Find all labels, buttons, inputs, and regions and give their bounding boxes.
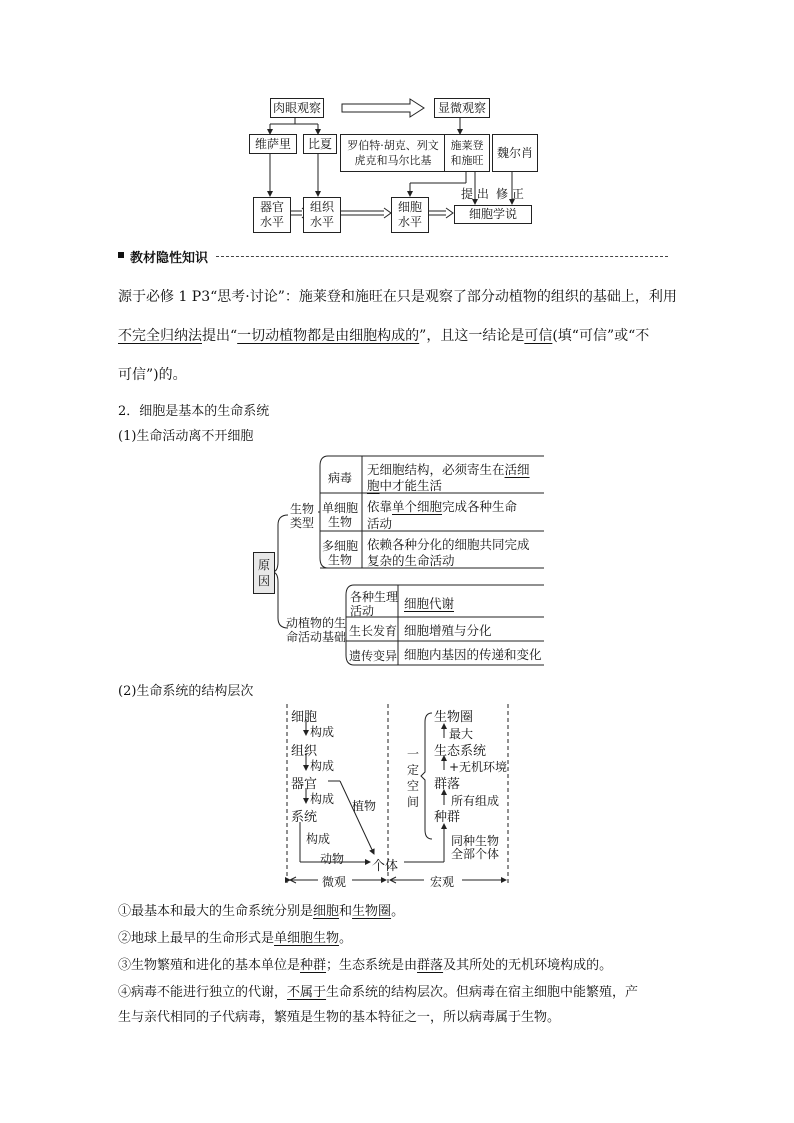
constitute-label-1: 构成 [310, 725, 335, 739]
same-species-label: 同种生物 [451, 834, 500, 848]
bichat-box: 比夏 [303, 134, 337, 154]
bio-type-label: 生物 [290, 502, 315, 516]
naked-eye-box: 肉眼观察 [270, 98, 324, 118]
point-1: ①最基本和最大的生命系统分别是细胞和生物圈。 [118, 904, 405, 919]
level-tissue: 组织 [291, 744, 318, 759]
multi-desc-2: 复杂的生命活动 [367, 553, 455, 568]
hooke-box: 罗伯特·胡克、列文 虎克和马尔比基 [340, 134, 446, 172]
multicellular-label-2: 生物 [328, 553, 353, 567]
physiology-label: 各种生理 [350, 590, 399, 604]
physiology-desc: 细胞代谢 [404, 596, 455, 611]
growth-desc: 细胞增殖与分化 [404, 623, 492, 638]
level-ecosystem: 生态系统 [434, 744, 487, 759]
same-species-label-2: 全部个体 [451, 847, 500, 861]
multi-desc-1: 依赖各种分化的细胞共同完成 [367, 537, 530, 552]
basis-label-2: 命活动基础 [286, 630, 347, 644]
hidden-line-1: 源于必修 1 P3“思考·讨论”：施莱登和施旺在只是观察了部分动植物的组织的基础上，利用 [118, 289, 677, 305]
hidden-line-2: 不完全归纳法提出“一切动植物都是由细胞构成的”，且这一结论是可信(填“可信”或“不 [118, 328, 650, 344]
plant-label: 植物 [352, 799, 377, 813]
subheading-2: (2)生命系统的结构层次 [118, 684, 254, 699]
cell-level-box: 细胞 水平 [391, 197, 429, 233]
vesalius-box: 维萨里 [249, 134, 297, 154]
physiology-label-2: 活动 [350, 604, 375, 618]
constitute-label-2: 构成 [310, 759, 335, 773]
point-4: ④病毒不能进行独立的代谢，不属于生命系统的结构层次。但病毒在宿主细胞中能繁殖，产 [118, 985, 639, 1000]
subheading-1: (1)生命活动离不开细胞 [118, 429, 254, 444]
bio-type-label-2: 类型 [290, 516, 315, 530]
level-system: 系统 [291, 810, 318, 825]
tissue-level-box: 组织 水平 [303, 197, 341, 233]
unicellular-label-2: 生物 [328, 515, 353, 529]
level-organ: 器官 [291, 777, 318, 792]
unicellular-label: 单细胞 [322, 501, 359, 515]
uni-desc-2: 活动 [367, 516, 393, 531]
largest-label: 最大 [449, 727, 474, 741]
macro-label: 宏观 [430, 875, 455, 889]
cell-theory-box: 细胞学说 [454, 205, 532, 224]
level-population: 种群 [434, 810, 461, 825]
virus-label: 病毒 [328, 471, 353, 485]
virus-desc-1: 无细胞结构，必须寄生在活细 [367, 462, 530, 477]
all-components-label: 所有组成 [451, 794, 500, 808]
revise-label: 修 正 [496, 187, 524, 201]
virus-desc-2: 胞中才能生活 [367, 478, 443, 493]
level-individual: 个体 [372, 859, 399, 874]
section-title: 教材隐性知识 [130, 251, 209, 266]
schleiden-box: 施莱登 和施旺 [444, 134, 490, 172]
multicellular-label: 多细胞 [322, 539, 359, 553]
heredity-label: 遗传变异 [349, 649, 398, 663]
micro-label: 微观 [322, 875, 347, 889]
growth-label: 生长发育 [349, 624, 398, 638]
constitute-label-3: 构成 [310, 792, 335, 806]
certain-space-label: 一 定 空 间 [406, 747, 419, 809]
basis-label: 动植物的生 [286, 616, 347, 630]
heading-2: 2．细胞是基本的生命系统 [118, 404, 270, 419]
level-biosphere: 生物圈 [434, 710, 474, 725]
virchow-box: 魏尔肖 [492, 134, 538, 172]
level-community: 群落 [434, 777, 461, 792]
organ-level-box: 器官 水平 [253, 197, 291, 233]
animal-label: 动物 [320, 852, 345, 866]
constitute-label-4: 构成 [306, 832, 331, 846]
plus-environment-label: +无机环境 [449, 760, 508, 774]
heredity-desc: 细胞内基因的传递和变化 [404, 647, 542, 662]
point-4-cont: 生与亲代相同的子代病毒，繁殖是生物的基本特征之一，所以病毒属于生物。 [118, 1010, 561, 1025]
point-2: ②地球上最早的生命形式是单细胞生物。 [118, 931, 353, 946]
point-3: ③生物繁殖和进化的基本单位是种群；生态系统是由群落及其所处的无机环境构成的。 [118, 958, 613, 973]
microscope-box: 显微观察 [434, 98, 490, 118]
reason-root: 原 因 [253, 552, 275, 594]
uni-desc-1: 依靠单个细胞完成各种生命 [367, 499, 518, 514]
hidden-line-3: 可信”)的。 [118, 367, 187, 383]
propose-label: 提 出 [461, 187, 489, 201]
level-cell: 细胞 [291, 710, 318, 725]
